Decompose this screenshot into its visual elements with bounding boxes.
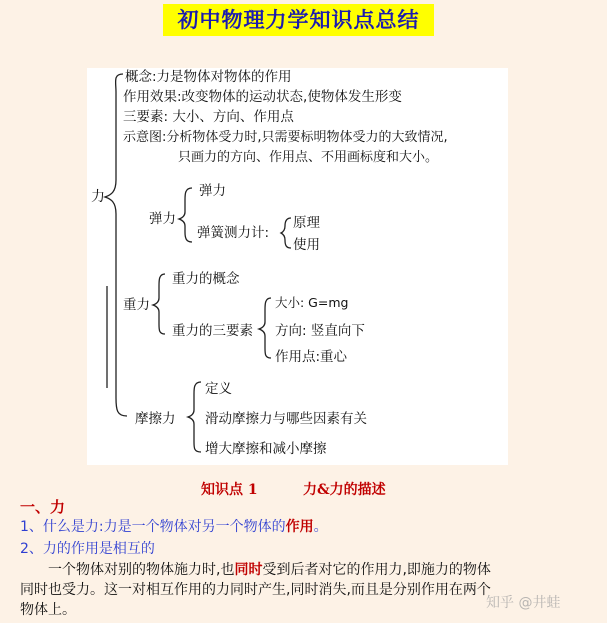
friction-brace (188, 382, 201, 452)
question-2-heading: 2、力的作用是相互的 (20, 541, 155, 557)
friction-factors: 滑动摩擦力与哪些因素有关 (205, 411, 367, 427)
elastic-brace (179, 188, 192, 242)
elastic-item1: 弹力 (199, 183, 226, 199)
question-1-emphasis: 作用 (285, 519, 314, 535)
friction-definition: 定义 (205, 381, 232, 397)
gravity-direction: 方向: 竖直向下 (275, 323, 365, 339)
schematic-line2: 只画力的方向、作用点、不用画标度和大小。 (178, 150, 439, 165)
question-1 (20, 517, 328, 537)
spring-brace (281, 218, 291, 248)
spring-principle: 原理 (293, 215, 320, 231)
elastic-label: 弹力 (149, 211, 176, 227)
spring-scale-text: 弹簧测力计: (197, 225, 270, 241)
gravity-three-elements: 重力的三要素 (172, 323, 253, 339)
gravity-concept: 重力的概念 (172, 271, 240, 287)
question-1-text: 力是一个物体对另一个物体的 (103, 519, 286, 535)
paragraph-line2: 同时也受力。这一对相互作用的力同时产生,同时消失,而且是分别作用在两个 (20, 582, 491, 598)
gravity-point: 作用点:重心 (275, 349, 348, 365)
friction-increase-decrease: 增大摩擦和减小摩擦 (205, 441, 327, 457)
gravity-elements-brace (259, 298, 271, 358)
page-title: 初中物理力学知识点总结 (177, 7, 420, 32)
paragraph-line3: 物体上。 (20, 602, 76, 618)
knowledge-point-label: 知识点 1 (201, 482, 258, 498)
spring-usage: 使用 (293, 237, 320, 253)
mind-map (87, 68, 508, 465)
paragraph-part2: 受到后者对它的作用力,即施力的物体 (262, 562, 491, 578)
bracket-lines (87, 68, 508, 465)
paragraph-emphasis: 同时 (234, 562, 263, 578)
knowledge-point-topic: 力&力的描述 (303, 482, 386, 498)
gravity-size: 大小: G=mg (275, 295, 349, 310)
watermark-text: 知乎 @井蛙 (486, 595, 561, 611)
paragraph-part1: 一个物体对别的物体施力时,也 (48, 562, 235, 578)
three-elements-text: 三要素: 大小、方向、作用点 (123, 109, 294, 125)
gravity-brace (153, 274, 165, 334)
section-heading: 一、力 (20, 498, 66, 516)
gravity-label: 重力 (123, 297, 150, 313)
effect-text: 作用效果:改变物体的运动状态,使物体发生形变 (123, 89, 402, 105)
schematic-line1: 示意图:分析物体受力时,只需要标明物体受力的大致情况, (123, 130, 448, 145)
friction-label: 摩擦力 (135, 411, 176, 427)
question-1-end: 。 (313, 519, 328, 535)
question-1-prefix: 1、什么是力: (20, 519, 104, 535)
paragraph-line1 (48, 560, 491, 580)
root-label: 力 (91, 189, 105, 205)
concept-text: 概念:力是物体对物体的作用 (125, 69, 292, 85)
